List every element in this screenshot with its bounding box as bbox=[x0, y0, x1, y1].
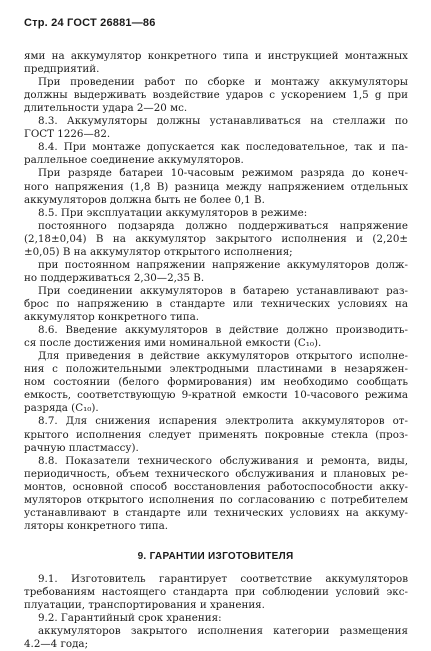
section-title: 9. ГАРАНТИИ ИЗГОТОВИТЕЛЯ bbox=[137, 550, 294, 562]
text-line: рачную пластмассу). bbox=[24, 441, 139, 454]
text-line: ляторы конкретного типа. bbox=[24, 519, 169, 532]
text-line: При проведении работ по сборке и монтажу аккумуляторы bbox=[38, 76, 408, 89]
text-line: аккумуляторов закрытого исполнения категории размещения bbox=[38, 625, 408, 638]
text-line: периодичность, объем технического обслуживания и плановых ре- bbox=[24, 467, 408, 480]
text-line: При соединении аккумуляторов в батарею устанавливают раз- bbox=[38, 284, 408, 297]
text-line: при постоянном напряжении напряжение аккумуляторов долж- bbox=[38, 258, 408, 271]
text-line: но поддерживаться 2,30—2,35 В. bbox=[24, 271, 205, 284]
text-line: аккумуляторов должна быть не более 0,1 В. bbox=[24, 193, 265, 206]
text-line: устанавливают в стандарте или технических условиях на аккуму- bbox=[24, 506, 408, 519]
text-line: ся после достижения ими номинальной емкости (C₁₀). bbox=[24, 337, 322, 350]
text-line: 9.2. Гарантийный срок хранения: bbox=[38, 612, 222, 624]
text-line: 8.3. Аккумуляторы должны устанавливаться на стеллажи по bbox=[38, 115, 408, 128]
text-line: емкость, соответствующую 9-кратной емкости 10-часового режима bbox=[24, 389, 408, 402]
text-line: предприятий. bbox=[24, 63, 100, 76]
text-line: 4.2—4 года; bbox=[24, 638, 89, 651]
text-line: аккумулятор конкретного типа. bbox=[24, 311, 200, 323]
text-line: (2,18±0,04) В на аккумулятор закрытого исполнения и (2,20± bbox=[24, 232, 408, 245]
text-line: 8.7. Для снижения испарения электролита аккумуляторов от- bbox=[38, 415, 408, 428]
text-line: ями на аккумулятор конкретного типа и инструкцией монтажных bbox=[24, 50, 408, 62]
text-line: монтов, основной способ восстановления работоспособности акку- bbox=[24, 480, 408, 493]
text-line: брос по напряжению в стандарте или технических условиях на bbox=[24, 298, 408, 310]
text-line: должны выдерживать воздействие ударов с ускорением 1,5 g при bbox=[24, 89, 408, 102]
text-line: требованиям настоящего стандарта при соблюдении условий экс- bbox=[24, 585, 408, 598]
text-line: ±0,05) В на аккумулятор открытого исполнения; bbox=[24, 245, 293, 258]
text-line: ного напряжения (1,8 В) разница между напряжением отдельных bbox=[24, 180, 408, 193]
text-line: 8.4. При монтаже допускается как последовательное, так и па- bbox=[38, 141, 408, 154]
text-line: ния с положительными электродными пластинами в незаряжен- bbox=[24, 363, 408, 376]
page-header: Стр. 24 ГОСТ 26881—86 bbox=[24, 17, 156, 29]
text-line: 8.5. При эксплуатации аккумуляторов в режиме: bbox=[38, 206, 308, 219]
text-line: длительности удара 2—20 мс. bbox=[24, 102, 188, 115]
text-line: Для приведения в действие аккумуляторов открытого исполне- bbox=[38, 350, 408, 363]
text-line: разряда (C₁₀). bbox=[24, 402, 99, 415]
text-line: ном состоянии (белого формирования) им необходимо сообщать bbox=[24, 376, 408, 389]
text-line: При разряде батареи 10-часовым режимом разряда до конеч- bbox=[38, 167, 408, 180]
text-line: плуатации, транспортирования и хранения. bbox=[24, 599, 265, 611]
text-line: постоянного подзаряда должно поддерживаться напряжение bbox=[38, 219, 408, 232]
text-line: 8.6. Введение аккумуляторов в действие должно производить- bbox=[38, 324, 408, 337]
text-line: муляторов открытого исполнения по согласованию с потребителем bbox=[24, 493, 408, 506]
text-line: 8.8. Показатели технического обслуживания и ремонта, виды, bbox=[38, 454, 408, 467]
text-line: крытого исполнения следует применять покровные стекла (проз- bbox=[24, 428, 408, 441]
text-line: раллельное соединение аккумуляторов. bbox=[24, 154, 244, 167]
text-line: ГОСТ 1226—82. bbox=[24, 128, 111, 141]
text-line: 9.1. Изготовитель гарантирует соответствие аккумуляторов bbox=[38, 572, 408, 585]
